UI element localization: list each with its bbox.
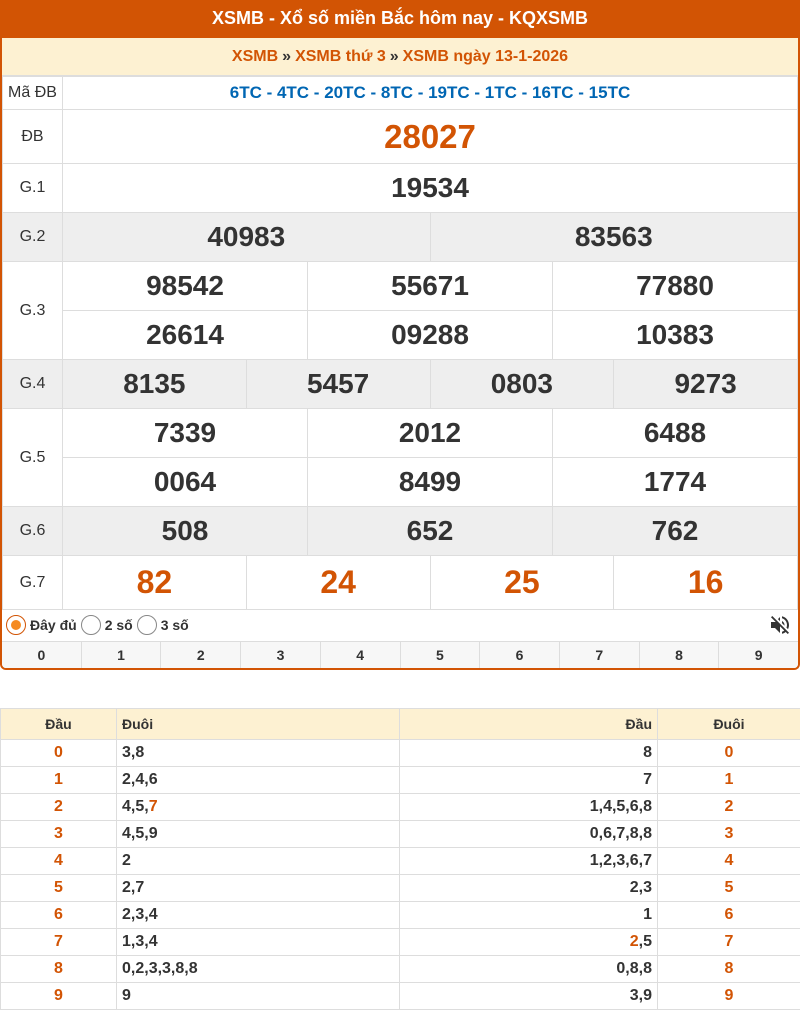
digit-filter-bar <box>2 641 798 668</box>
prize-g5-4: 0064 <box>153 466 217 497</box>
label-g6: G.6 <box>3 507 63 556</box>
label-g5: G.5 <box>3 409 63 507</box>
option-two[interactable] <box>81 615 133 635</box>
digit-8[interactable]: 8 <box>640 642 720 668</box>
dau-cell-2: 2,3 <box>400 875 658 902</box>
digit-6[interactable]: 6 <box>480 642 560 668</box>
prize-g7-4: 16 <box>687 564 724 600</box>
prize-g5-2: 2012 <box>398 417 462 448</box>
radio-full[interactable] <box>6 615 26 635</box>
dau-cell-2: 8 <box>400 740 658 767</box>
dau-cell-2: 3,9 <box>400 983 658 1010</box>
duoi-cell-2: 8 <box>658 956 800 983</box>
madb-codes: 6TC - 4TC - 20TC - 8TC - 19TC - 1TC - 16TC - 15TC <box>63 77 798 110</box>
table-row <box>1 902 800 929</box>
duoi-cell <box>117 794 400 821</box>
prize-g6-1: 508 <box>161 515 209 546</box>
prize-g6-3: 762 <box>651 515 699 546</box>
duoi-cell-2: 3 <box>658 821 800 848</box>
breadcrumb-weekday[interactable]: XSMB thứ 3 <box>295 48 386 65</box>
dau-cell: 9 <box>1 983 117 1010</box>
volume-off-icon[interactable] <box>768 613 792 637</box>
duoi-part: 4,5, <box>122 798 149 815</box>
table-row <box>1 983 800 1010</box>
result-table <box>2 76 798 610</box>
label-g1: G.1 <box>3 164 63 213</box>
dau-part: ,5 <box>638 933 652 950</box>
digit-9[interactable]: 9 <box>754 647 763 663</box>
prize-g7-1: 82 <box>136 564 173 600</box>
digit-7[interactable]: 7 <box>560 642 640 668</box>
page-title: XSMB - Xổ số miền Bắc hôm nay - KQXSMB <box>2 0 798 38</box>
radio-three[interactable] <box>137 615 157 635</box>
label-g2: G.2 <box>3 213 63 262</box>
dau-cell-2: 1,2,3,6,7 <box>400 848 658 875</box>
table-row <box>1 929 800 956</box>
prize-g3-1: 98542 <box>146 270 224 301</box>
prize-g1: 19534 <box>391 172 469 203</box>
digit-1[interactable]: 1 <box>82 642 162 668</box>
dau-cell: 2 <box>1 794 117 821</box>
dau-cell: 1 <box>1 767 117 794</box>
dau-cell: 7 <box>1 929 117 956</box>
header-duoi: Đuôi <box>117 709 400 740</box>
duoi-cell-2: 1 <box>658 767 800 794</box>
dau-cell: 6 <box>1 902 117 929</box>
prize-g3-6: 10383 <box>636 319 714 350</box>
digit-2[interactable]: 2 <box>161 642 241 668</box>
duoi-cell: 1,3,4 <box>117 929 400 956</box>
prize-g3-5: 09288 <box>391 319 469 350</box>
prize-g5-3: 6488 <box>643 417 707 448</box>
digit-0[interactable]: 0 <box>2 642 82 668</box>
prize-g4-1: 8135 <box>123 368 186 399</box>
header-dau: Đầu <box>1 709 117 740</box>
dau-cell-2: 0,6,7,8,8 <box>400 821 658 848</box>
breadcrumb <box>2 38 798 76</box>
header-dau-2: Đầu <box>400 709 658 740</box>
option-three-label: 3 số <box>160 617 189 633</box>
dau-highlight: 2 <box>629 933 639 950</box>
dau-cell-2: 0,8,8 <box>400 956 658 983</box>
prize-g3-2: 55671 <box>391 270 469 301</box>
prize-g6-2: 652 <box>406 515 454 546</box>
duoi-highlight: 7 <box>148 798 158 815</box>
prize-g3-3: 77880 <box>636 270 714 301</box>
prize-db: 28027 <box>384 117 476 155</box>
label-db: ĐB <box>3 110 63 164</box>
dau-cell-2: 7 <box>400 767 658 794</box>
breadcrumb-sep: » <box>282 48 292 65</box>
duoi-cell: 2 <box>117 848 400 875</box>
prize-g4-4: 9273 <box>674 368 737 399</box>
option-two-label: 2 số <box>104 617 133 633</box>
prize-g5-1: 7339 <box>153 417 217 448</box>
option-full-label: Đây đủ <box>30 617 77 633</box>
dau-cell-2 <box>400 929 658 956</box>
digit-4[interactable]: 4 <box>321 642 401 668</box>
duoi-cell-2: 0 <box>658 740 800 767</box>
dau-cell: 0 <box>1 740 117 767</box>
dau-cell-2: 1 <box>400 902 658 929</box>
radio-two[interactable] <box>81 615 101 635</box>
duoi-cell: 9 <box>117 983 400 1010</box>
digit-3[interactable]: 3 <box>241 642 321 668</box>
table-row <box>1 848 800 875</box>
table-row <box>1 956 800 983</box>
prize-g2-1: 40983 <box>207 221 286 252</box>
duoi-cell-2: 4 <box>658 848 800 875</box>
dau-cell-2: 1,4,5,6,8 <box>400 794 658 821</box>
duoi-cell: 4,5,9 <box>117 821 400 848</box>
option-three[interactable] <box>137 615 189 635</box>
dau-cell: 5 <box>1 875 117 902</box>
loto-table <box>0 708 800 1010</box>
label-g3: G.3 <box>3 262 63 360</box>
prize-g5-6: 1774 <box>643 466 707 497</box>
prize-g7-2: 24 <box>320 564 356 600</box>
dau-cell: 4 <box>1 848 117 875</box>
duoi-cell: 2,7 <box>117 875 400 902</box>
dau-cell: 8 <box>1 956 117 983</box>
prize-g4-2: 5457 <box>306 368 370 399</box>
duoi-cell-2: 7 <box>658 929 800 956</box>
duoi-cell-2: 2 <box>658 794 800 821</box>
table-row <box>1 875 800 902</box>
duoi-cell-2: 6 <box>658 902 800 929</box>
digit-5[interactable]: 5 <box>401 642 481 668</box>
option-full[interactable] <box>6 615 77 635</box>
label-madb: Mã ĐB <box>3 77 63 110</box>
prize-g5-5: 8499 <box>398 466 462 497</box>
dau-cell: 3 <box>1 821 117 848</box>
duoi-cell-2: 5 <box>658 875 800 902</box>
prize-g4-3: 0803 <box>490 368 554 399</box>
table-row <box>1 794 800 821</box>
duoi-cell: 0,2,3,3,8,8 <box>117 956 400 983</box>
label-g7: G.7 <box>3 556 63 610</box>
duoi-cell: 2,4,6 <box>117 767 400 794</box>
breadcrumb-sep: » <box>389 48 399 65</box>
table-row <box>1 821 800 848</box>
prize-g2-2: 83563 <box>574 221 653 252</box>
display-options <box>2 609 798 641</box>
header-duoi-2: Đuôi <box>658 709 800 740</box>
prize-g7-3: 25 <box>504 564 540 600</box>
duoi-cell-2: 9 <box>658 983 800 1010</box>
breadcrumb-date[interactable]: XSMB ngày 13-1-2026 <box>402 48 569 65</box>
breadcrumb-xsmb[interactable]: XSMB <box>231 48 279 65</box>
prize-g3-4: 26614 <box>146 319 224 350</box>
duoi-cell: 3,8 <box>117 740 400 767</box>
duoi-cell: 2,3,4 <box>117 902 400 929</box>
label-g4: G.4 <box>3 360 63 409</box>
table-row <box>1 740 800 767</box>
table-row <box>1 767 800 794</box>
